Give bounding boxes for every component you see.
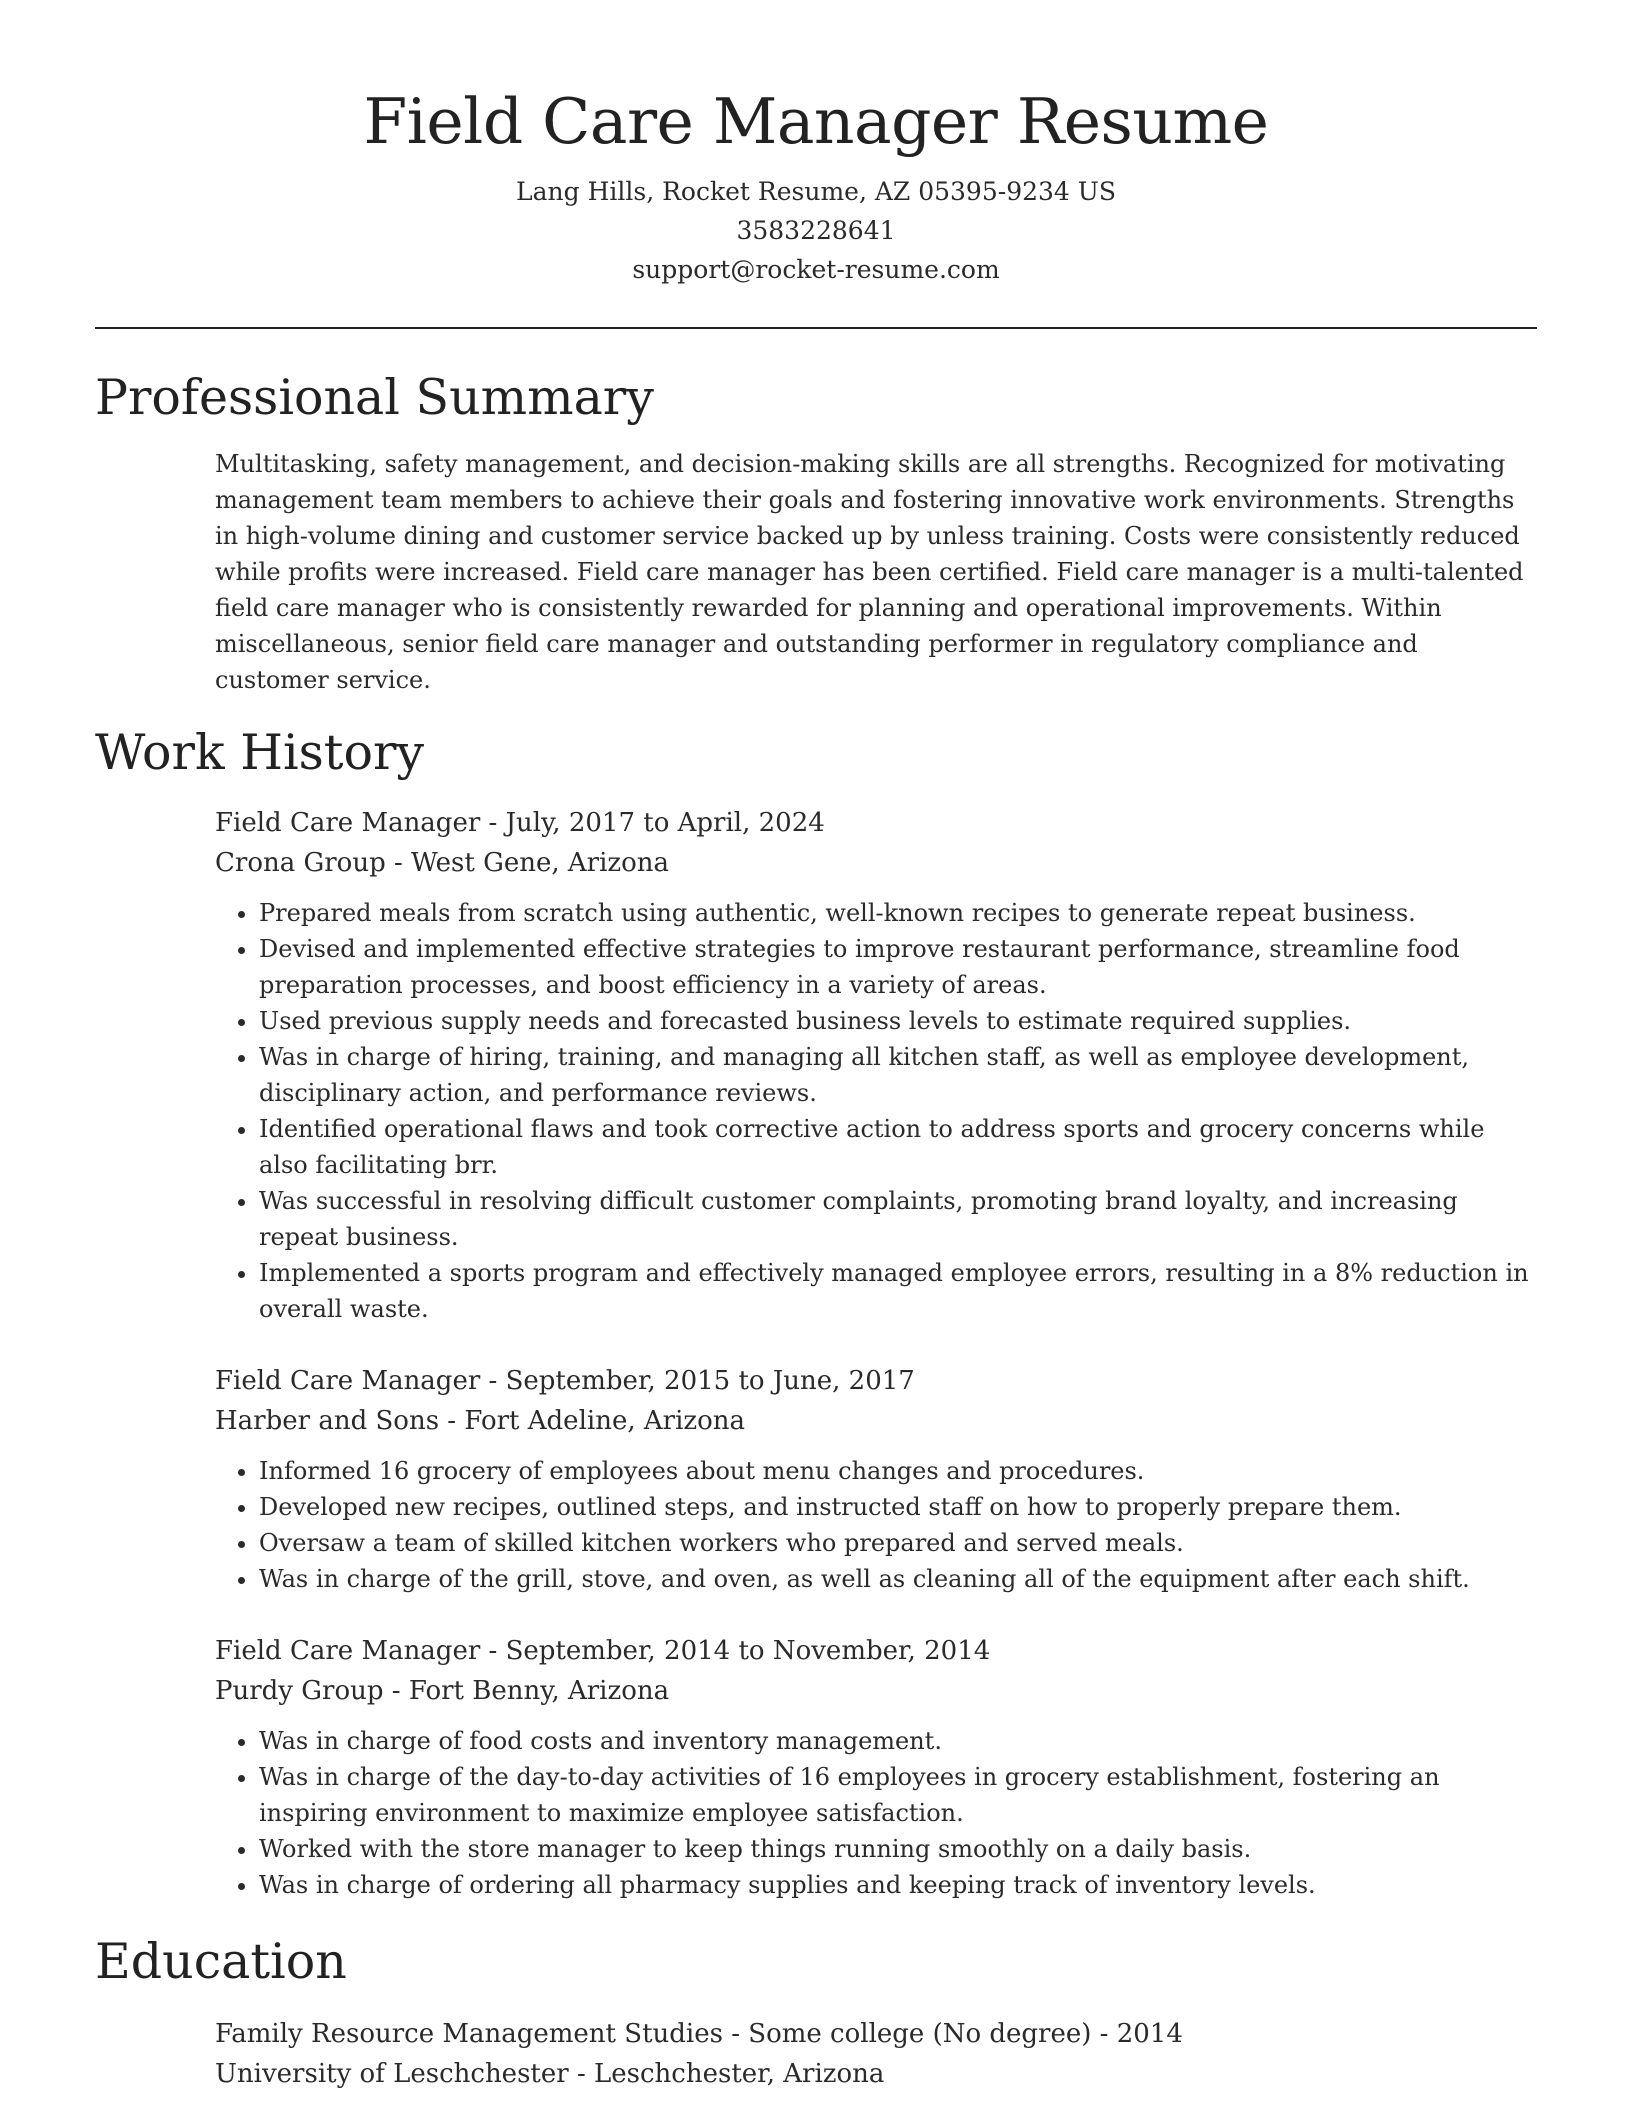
education-entries bbox=[215, 2014, 1537, 2094]
header-divider bbox=[95, 327, 1537, 329]
job-bullet: • Oversaw a team of skilled kitchen workers who prepared and served meals. bbox=[259, 1525, 1537, 1561]
job-bullet: • Was in charge of the day-to-day activities of 16 employees in grocery establishment, fostering an inspiring environment to maximize employee satisfaction. bbox=[259, 1759, 1537, 1831]
job-title-dates: Field Care Manager - September, 2015 to June, 2017 bbox=[215, 1366, 915, 1397]
job-bullet: • Devised and implemented effective strategies to improve restaurant performance, streamline food preparation processes, and boost efficiency in a variety of areas. bbox=[259, 931, 1537, 1003]
job-bullet: • Used previous supply needs and forecasted business levels to estimate required supplies. bbox=[259, 1003, 1537, 1039]
resume-title: Field Care Manager Resume bbox=[363, 85, 1269, 158]
job-bullet: • Developed new recipes, outlined steps, and instructed staff on how to properly prepare them. bbox=[259, 1489, 1537, 1525]
summary-text: Multitasking, safety management, and decision-making skills are all strengths. Recognized for motivating management team members to achieve their goals and fostering innovative work environments. Strengths in high-volume dining and customer service backed up by unless training. Costs were consistently reduced while profits were increased. Field care manager has been certified. Field care manager is a multi-talented field care manager who is consistently rewarded for planning and operational improvements. Within miscellaneous, senior field care manager and outstanding performer in regulatory compliance and customer service. bbox=[215, 450, 1524, 695]
job-bullet: • Was in charge of ordering all pharmacy supplies and keeping track of inventory levels. bbox=[259, 1867, 1537, 1903]
job-entry bbox=[215, 1361, 1537, 1597]
job-bullet: • Informed 16 grocery of employees about menu changes and procedures. bbox=[259, 1453, 1537, 1489]
job-bullet-list bbox=[215, 895, 1537, 1327]
job-bullet: • Was in charge of hiring, training, and managing all kitchen staff, as well as employee development, disciplinary action, and performance reviews. bbox=[259, 1039, 1537, 1111]
job-bullet: • Was in charge of food costs and inventory management. bbox=[259, 1723, 1537, 1759]
job-employer-location: Harber and Sons - Fort Adeline, Arizona bbox=[215, 1406, 745, 1437]
job-bullet: • Prepared meals from scratch using authentic, well-known recipes to generate repeat business. bbox=[259, 895, 1537, 931]
education-entry bbox=[215, 2014, 1537, 2094]
section-heading-summary: Professional Summary bbox=[95, 369, 654, 427]
job-bullet: • Worked with the store manager to keep things running smoothly on a daily basis. bbox=[259, 1831, 1537, 1867]
job-bullet: • Identified operational flaws and took corrective action to address sports and grocery concerns while also facilitating brr. bbox=[259, 1111, 1537, 1183]
job-bullet: • Was successful in resolving difficult customer complaints, promoting brand loyalty, and increasing repeat business. bbox=[259, 1183, 1537, 1255]
resume-header bbox=[95, 0, 1537, 289]
professional-summary-section bbox=[95, 369, 1537, 698]
work-history-section bbox=[95, 724, 1537, 1903]
work-entries bbox=[215, 803, 1537, 1903]
job-bullet: • Was in charge of the grill, stove, and oven, as well as cleaning all of the equipment after each shift. bbox=[259, 1561, 1537, 1597]
job-employer-location: Purdy Group - Fort Benny, Arizona bbox=[215, 1676, 670, 1707]
education-school-line: University of Leschchester - Leschchester, Arizona bbox=[215, 2058, 885, 2089]
job-title-dates: Field Care Manager - September, 2014 to November, 2014 bbox=[215, 1636, 991, 1667]
education-section bbox=[95, 1933, 1537, 2094]
section-heading-education: Education bbox=[95, 1933, 347, 1991]
job-entry bbox=[215, 1631, 1537, 1903]
contact-address: Lang Hills, Rocket Resume, AZ 05395-9234 US bbox=[516, 177, 1116, 207]
job-bullet-list bbox=[215, 1453, 1537, 1597]
education-degree-line: Family Resource Management Studies - Some college (No degree) - 2014 bbox=[215, 2018, 1183, 2049]
job-title-dates: Field Care Manager - July, 2017 to April, 2024 bbox=[215, 808, 825, 839]
contact-info bbox=[95, 172, 1537, 289]
section-heading-work-history: Work History bbox=[95, 724, 425, 782]
contact-phone: 3583228641 bbox=[736, 216, 896, 246]
job-bullet: • Implemented a sports program and effectively managed employee errors, resulting in a 8% reduction in overall waste. bbox=[259, 1255, 1537, 1327]
contact-email: support@rocket-resume.com bbox=[632, 255, 1000, 285]
job-bullet-list bbox=[215, 1723, 1537, 1903]
job-entry bbox=[215, 803, 1537, 1327]
job-employer-location: Crona Group - West Gene, Arizona bbox=[215, 848, 670, 879]
